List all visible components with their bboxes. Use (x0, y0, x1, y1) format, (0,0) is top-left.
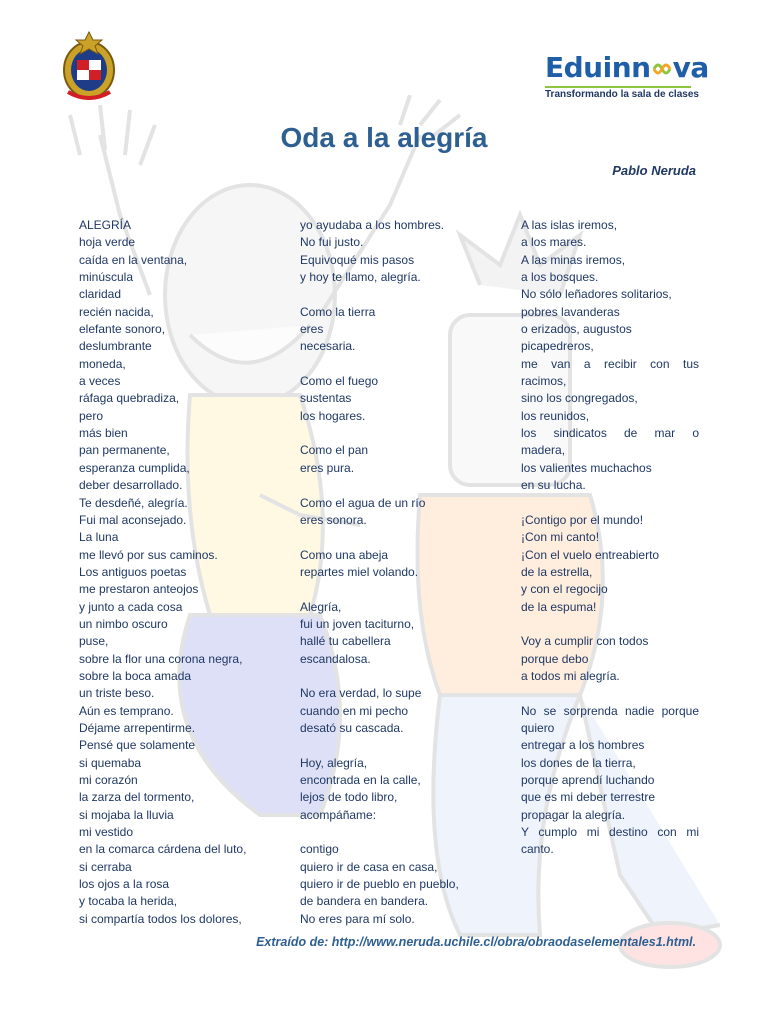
poem-line: y con el regocijo (521, 582, 608, 597)
poem-line: un triste beso. (79, 686, 155, 701)
poem-line: lejos de todo libro, (300, 790, 398, 805)
poem-line: Pensé que solamente (79, 738, 196, 753)
brand-rule (545, 86, 691, 88)
poem-line: hoja verde (79, 235, 136, 250)
poem-line: porque debo (521, 651, 589, 666)
poem-line: A las minas iremos, (521, 252, 626, 267)
poem-line: me llevó por sus caminos. (79, 547, 218, 562)
poem-line: Fui mal aconsejado. (79, 512, 187, 527)
poem-line: me van a recibir con tus (521, 356, 699, 371)
poem-line: Equivoqué mis pasos (300, 252, 415, 267)
poem-line: recién nacida, (79, 304, 154, 319)
poem-line: ¡Con mi canto! (521, 530, 600, 545)
poem-line: Como el agua de un río (300, 495, 426, 510)
poem-line: quiero ir de pueblo en pueblo, (300, 877, 459, 892)
poem-line: ALEGRÍA (79, 218, 132, 232)
poem-line: Como el fuego (300, 374, 379, 389)
poem-line: sustentas (300, 391, 352, 406)
poem-line: Como una abeja (300, 547, 389, 562)
poem-line: los ojos a la rosa (79, 877, 170, 892)
poem-line: de bandera en bandera. (300, 894, 429, 909)
poem-line: Te desdeñé, alegría. (79, 495, 188, 510)
poem-line: si quemaba (79, 755, 142, 770)
stanza-break (300, 286, 490, 303)
poem-line: La luna (79, 530, 119, 545)
stanza-break (300, 477, 490, 494)
brand-tagline: Transformando la sala de clases (545, 89, 699, 100)
poem-line: deber desarrollado. (79, 478, 183, 493)
poem-line: mi vestido (79, 825, 134, 840)
poem-line: eres pura. (300, 460, 355, 475)
poem-line: de la espuma! (521, 599, 597, 614)
poem-line: los hogares. (300, 408, 366, 423)
poem-line: Y cumplo mi destino con mi (521, 825, 699, 840)
poem-line: puse, (79, 634, 109, 649)
poem-line: de la estrella, (521, 564, 593, 579)
poem-line: yo ayudaba a los hombres. (300, 218, 445, 232)
poem-line: los reunidos, (521, 408, 590, 423)
poem-line: Como la tierra (300, 304, 376, 319)
stanza-break (300, 668, 490, 685)
poem-line: si compartía todos los dolores, (79, 911, 242, 926)
poem-line: a todos mi alegría. (521, 668, 620, 683)
poem-line: desató su cascada. (300, 720, 404, 735)
poem-line: moneda, (79, 356, 126, 371)
poem-line: sino los congregados, (521, 391, 638, 406)
poem-line: canto. (521, 842, 554, 857)
stanza-break (300, 356, 490, 373)
poem-line: hallé tu cabellera (300, 634, 391, 649)
poem-line: y hoy te llamo, alegría. (300, 270, 421, 285)
source-citation: Extraído de: http://www.neruda.uchile.cl/obra/obraodaselementales1.html. (256, 935, 696, 949)
university-crest-icon (62, 30, 116, 100)
poem-line: en la comarca cárdena del luto, (79, 842, 247, 857)
poem-line: caída en la ventana, (79, 252, 188, 267)
poem-line: elefante sonoro, (79, 322, 166, 337)
eduinnova-logo (545, 52, 710, 102)
stanza-break (300, 529, 490, 546)
poem-line: Voy a cumplir con todos (521, 634, 649, 649)
poem-line: si mojaba la lluvia (79, 807, 174, 822)
poem-line: Aún es temprano. (79, 703, 174, 718)
poem-line: a los bosques. (521, 270, 599, 285)
poem-line: Déjame arrepentirme. (79, 720, 196, 735)
poem-line: a los mares. (521, 235, 587, 250)
poem-line: Los antiguos poetas (79, 564, 187, 579)
poem-line: repartes miel volando. (300, 564, 419, 579)
poem-line: deslumbrante (79, 339, 152, 354)
poem-line: pobres lavanderas (521, 304, 620, 319)
poem-line: sobre la flor una corona negra, (79, 651, 243, 666)
stanza-break (521, 616, 699, 633)
poem-line: pan permanente, (79, 443, 170, 458)
poem-line: y junto a cada cosa (79, 599, 183, 614)
poem-line: o erizados, augustos (521, 322, 632, 337)
poem-line: mi corazón (79, 773, 138, 787)
poem-line: esperanza cumplida, (79, 460, 190, 475)
poem-line: fui un joven taciturno, (300, 616, 415, 631)
poem-line: ¡Contigo por el mundo! (521, 512, 644, 527)
poem-line: los dones de la tierra, (521, 755, 636, 770)
stanza-break (521, 685, 699, 702)
poem-line: Como el pan (300, 443, 369, 458)
poem-line: si cerraba (79, 859, 132, 874)
brand-name: Eduinn va (545, 51, 709, 84)
poem-column-1 (79, 217, 279, 928)
stanza-break (300, 581, 490, 598)
poem-title: Oda a la alegría (280, 122, 488, 153)
stanza-break (300, 425, 490, 442)
poem-line: minúscula (79, 270, 134, 285)
poem-line: necesaria. (300, 339, 356, 354)
poem-line: eres sonora. (300, 512, 367, 527)
poem-line: Hoy, alegría, (300, 755, 368, 770)
poem-line: escandalosa. (300, 651, 371, 666)
poem-line: acompáñame: (300, 807, 377, 822)
poem-line: eres (300, 322, 324, 337)
poem-line: ráfaga quebradiza, (79, 391, 180, 406)
poem-line: No se sorprenda nadie porque (521, 703, 699, 718)
poem-line: que es mi deber terrestre (521, 790, 656, 805)
poem-line: los valientes muchachos (521, 460, 652, 475)
poem-line: racimos, (521, 374, 567, 389)
poem-line: los sindicatos de mar o (521, 426, 699, 441)
poem-line: contigo (300, 842, 339, 857)
poem-line: pero (79, 408, 104, 423)
poem-line: quiero (521, 720, 555, 735)
poem-column-3 (521, 217, 699, 859)
poem-line: No sólo leñadores solitarios, (521, 287, 672, 302)
poem-line: No eres para mí solo. (300, 911, 415, 926)
poem-line: a veces (79, 374, 121, 389)
poem-author: Pablo Neruda (612, 163, 696, 178)
brand-swirl-icon (652, 59, 672, 79)
poem-line: más bien (79, 426, 128, 441)
stanza-break (300, 737, 490, 754)
poem-line: Alegría, (300, 599, 342, 614)
poem-line: y tocaba la herida, (79, 894, 178, 909)
poem-line: la zarza del tormento, (79, 790, 195, 805)
poem-line: claridad (79, 287, 122, 302)
poem-line: ¡Con el vuelo entreabierto (521, 547, 660, 562)
poem-line: No era verdad, lo supe (300, 686, 422, 701)
poem-column-2 (300, 217, 490, 928)
poem-line: picapedreros, (521, 339, 594, 354)
poem-line: madera, (521, 443, 566, 458)
poem-line: sobre la boca amada (79, 668, 192, 683)
poem-line: un nimbo oscuro (79, 616, 168, 631)
poem-line: me prestaron anteojos (79, 582, 199, 597)
poem-line: No fui justo. (300, 235, 364, 250)
stanza-break (521, 495, 699, 512)
poem-line: en su lucha. (521, 478, 586, 493)
stanza-break (300, 824, 490, 841)
poem-line: porque aprendí luchando (521, 773, 655, 787)
poem-line: A las islas iremos, (521, 218, 618, 232)
poem-line: quiero ir de casa en casa, (300, 859, 438, 874)
poem-line: propagar la alegría. (521, 807, 626, 822)
poem-line: entregar a los hombres (521, 738, 645, 753)
poem-line: cuando en mi pecho (300, 703, 409, 718)
poem-line: encontrada en la calle, (300, 773, 421, 787)
